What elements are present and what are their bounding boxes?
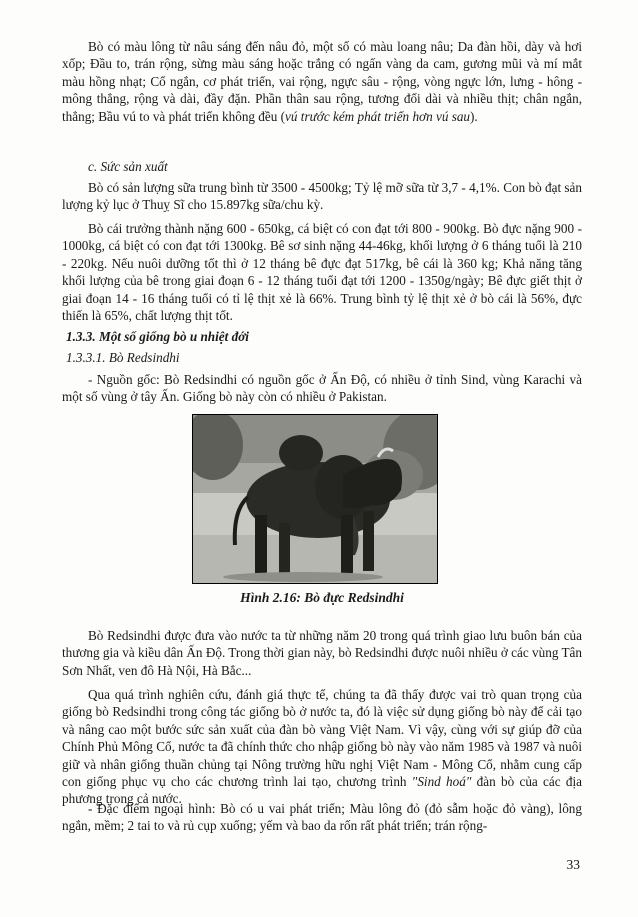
subsection-heading-redsindhi: 1.3.3.1. Bò Redsindhi (66, 350, 180, 365)
paragraph-importation: Qua quá trình nghiên cứu, đánh giá thực tế, chúng ta đã thấy được vai trò quan trọng của giống bò Redsindhi trong công tác giống bò ở nước ta, đó là việc sử dụng giống bò này để cải tạo và nâng cao một bước sức sản xuất của đàn bò vàng Việt Nam. Vì vậy, cùng với sự giúp đỡ của Chính Phủ Mông Cổ, nước ta đã chính thức cho nhập giống bò này vào năm 1985 và 1987 và nuôi giữ và nhân giống thuần chủng tại Nông trường hữu nghị Việt Nam - Mông Cổ, nhằm cung cấp con giống phục vụ cho các chương trình lai tạo, chương trình "Sind hoá" đàn bò của các địa phương trong cả nước. (62, 687, 582, 807)
paragraph-exterior-features: - Đặc điểm ngoại hình: Bò có u vai phát triển; Màu lông đỏ (đỏ sẫm hoặc đỏ vàng), lông ngắn, mềm; 2 tai to và rủ cụp xuống; yếm và bao da rốn rất phát triển; trán rộng- (62, 801, 582, 834)
paragraph-origin: - Nguồn gốc: Bò Redsindhi có nguồn gốc ở Ấn Độ, có nhiều ở tỉnh Sind, vùng Karachi và một số vùng ở tây Ấn. Giống bò này còn có nhiều ở Pakistan. (62, 372, 582, 405)
bull-illustration (193, 415, 437, 583)
section-heading-tropical-zebu: 1.3.3. Một số giống bò u nhiệt đới (66, 329, 249, 344)
heading-production: c. Sức sản xuất (88, 159, 168, 174)
paragraph-body-weight: Bò cái trưởng thành nặng 600 - 650kg, cá biệt có con đạt tới 800 - 900kg. Bò đực nặng 900 - 1000kg, cá biệt có con đạt tới 1300kg. Bê sơ sinh nặng 44-46kg, khối lượng ở 6 tháng tuổi là 210 - 220kg. Nếu nuôi dưỡng tốt thì ở 12 tháng bê đực đạt 517kg, bê cái là 360 kg; Khả năng tăng khối lượng của bê trong giai đoạn 6 - 12 tháng tuổi đạt tới 1200 - 1350g/ngày; Bê đực giết thịt ở giai đoạn 14 - 16 tháng tuổi có tỉ lệ thịt xẻ là 66%. Trung bình tỷ lệ thịt xẻ ở bò cái là 56%, đực thiến là 65%, chất lượng thịt tốt. (62, 221, 582, 324)
paragraph-introduction-vietnam: Bò Redsindhi được đưa vào nước ta từ những năm 20 trong quá trình giao lưu buôn bán của thương gia và kiều dân Ấn Độ. Trong thời gian này, bò Redsindhi được nuôi nhiều ở các vùng Tân Sơn Nhất, ven đô Hà Nội, Hà Bắc... (62, 628, 582, 678)
figure-caption: Hình 2.16: Bò đực Redsindhi (240, 590, 404, 605)
paragraph-appearance: Bò có màu lông từ nâu sáng đến nâu đỏ, một số có màu loang nâu; Da đàn hồi, dày và hơi xốp; Đầu to, trán rộng, sừng màu sáng hoặc trắng có ngấn vàng da cam, gương mũi và mí mắt màu hồng nhạt; Cổ ngắn, cơ phát triển, vai rộng, ngực sâu - rộng, vòng ngực lớn, lưng - hông - mông thẳng, rộng và dài, đầy đặn. Phần thân sau rộng, tương đối dài và nhiều thịt; chân ngắn, thẳng; Bầu vú to và phát triển không đều (vú trước kém phát triển hơn vú sau). (62, 39, 582, 124)
redsindhi-bull-photo (192, 414, 438, 584)
paragraph-milk-yield: Bò có sản lượng sữa trung bình từ 3500 - 4500kg; Tỷ lệ mỡ sữa từ 3,7 - 4,1%. Con bò đạt sản lượng kỷ lục ở Thuỵ Sĩ cho 15.897kg sữa/chu kỳ. (62, 180, 582, 213)
page-number: 33 (566, 857, 580, 872)
